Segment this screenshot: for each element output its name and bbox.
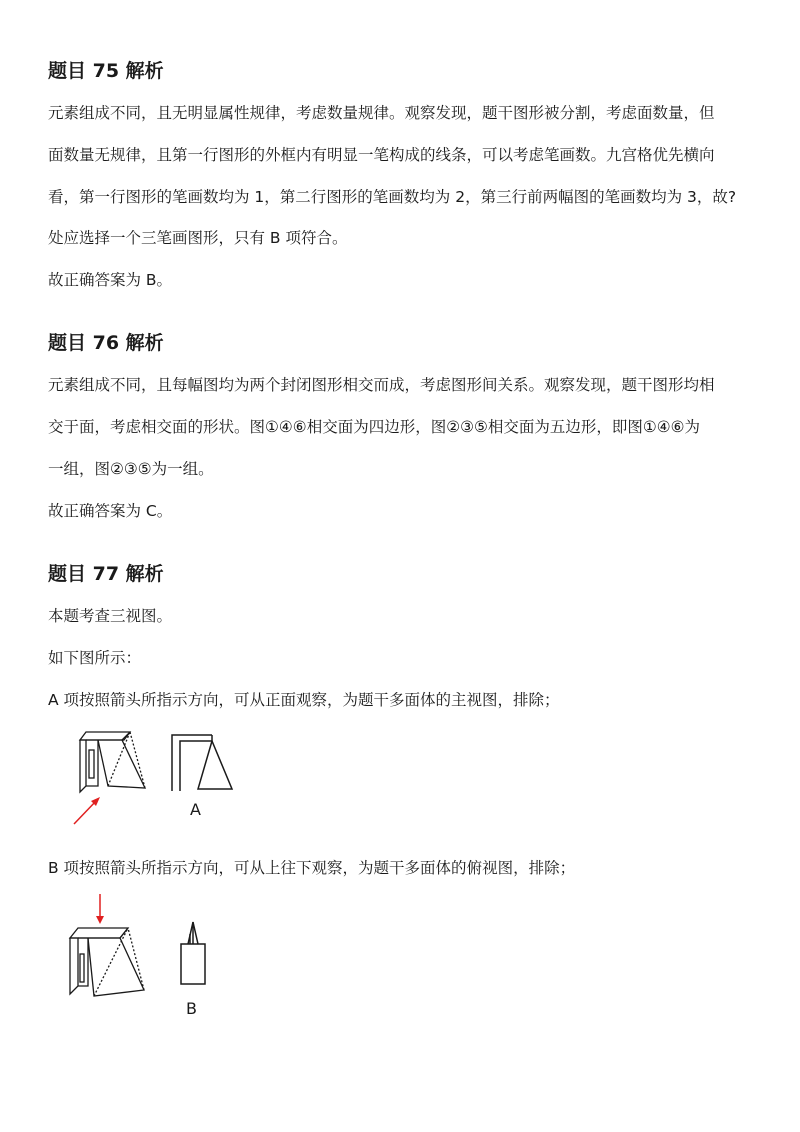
section-76-answer: 故正确答案为 C。 <box>48 502 173 520</box>
section-77-intro2: 如下图所示： <box>48 649 142 667</box>
red-arrow-front-icon <box>70 790 110 830</box>
section-75-answer: 故正确答案为 B。 <box>48 271 173 289</box>
figure-b-top-view <box>178 920 208 990</box>
section-77-item-b: B 项按照箭头所指示方向，可从上往下观察，为题干多面体的俯视图，排除； <box>48 859 576 877</box>
section-77-intro: 本题考查三视图。 <box>48 607 173 625</box>
figure-b-solid <box>64 924 164 1024</box>
figure-b-label: B <box>186 999 197 1018</box>
section-76-line-2: 交于面，考虑相交面的形状。图①④⑥相交面为四边形，图②③⑤相交面为五边形，即图①④⑥为 <box>48 418 701 436</box>
section-75-line-3: 看，第一行图形的笔画数均为 1，第二行图形的笔画数均为 2，第三行前两幅图的笔画数均为 3，故? <box>48 188 737 206</box>
section-75-line-2: 面数量无规律，且第一行图形的外框内有明显一笔构成的线条，可以考虑笔画数。九宫格优先横向 <box>48 146 715 164</box>
section-77-item-a: A 项按照箭头所指示方向，可从正面观察，为题干多面体的主视图，排除； <box>48 691 560 709</box>
section-75-line-4: 处应选择一个三笔画图形，只有 B 项符合。 <box>48 229 348 247</box>
section-77-title: 题目 77 解析 <box>48 563 164 585</box>
red-arrow-top-icon <box>90 892 110 928</box>
section-76-line-1: 元素组成不同，且每幅图均为两个封闭图形相交而成，考虑图形间关系。观察发现，题干图形均相 <box>48 376 715 394</box>
figure-a-front-view <box>170 733 245 795</box>
section-75-line-1: 元素组成不同，且无明显属性规律，考虑数量规律。观察发现，题干图形被分割，考虑面数量，但 <box>48 104 715 122</box>
section-76-line-3: 一组，图②③⑤为一组。 <box>48 460 214 478</box>
section-76-title: 题目 76 解析 <box>48 332 164 354</box>
section-75-title: 题目 75 解析 <box>48 60 164 82</box>
figure-a-label: A <box>190 800 201 819</box>
